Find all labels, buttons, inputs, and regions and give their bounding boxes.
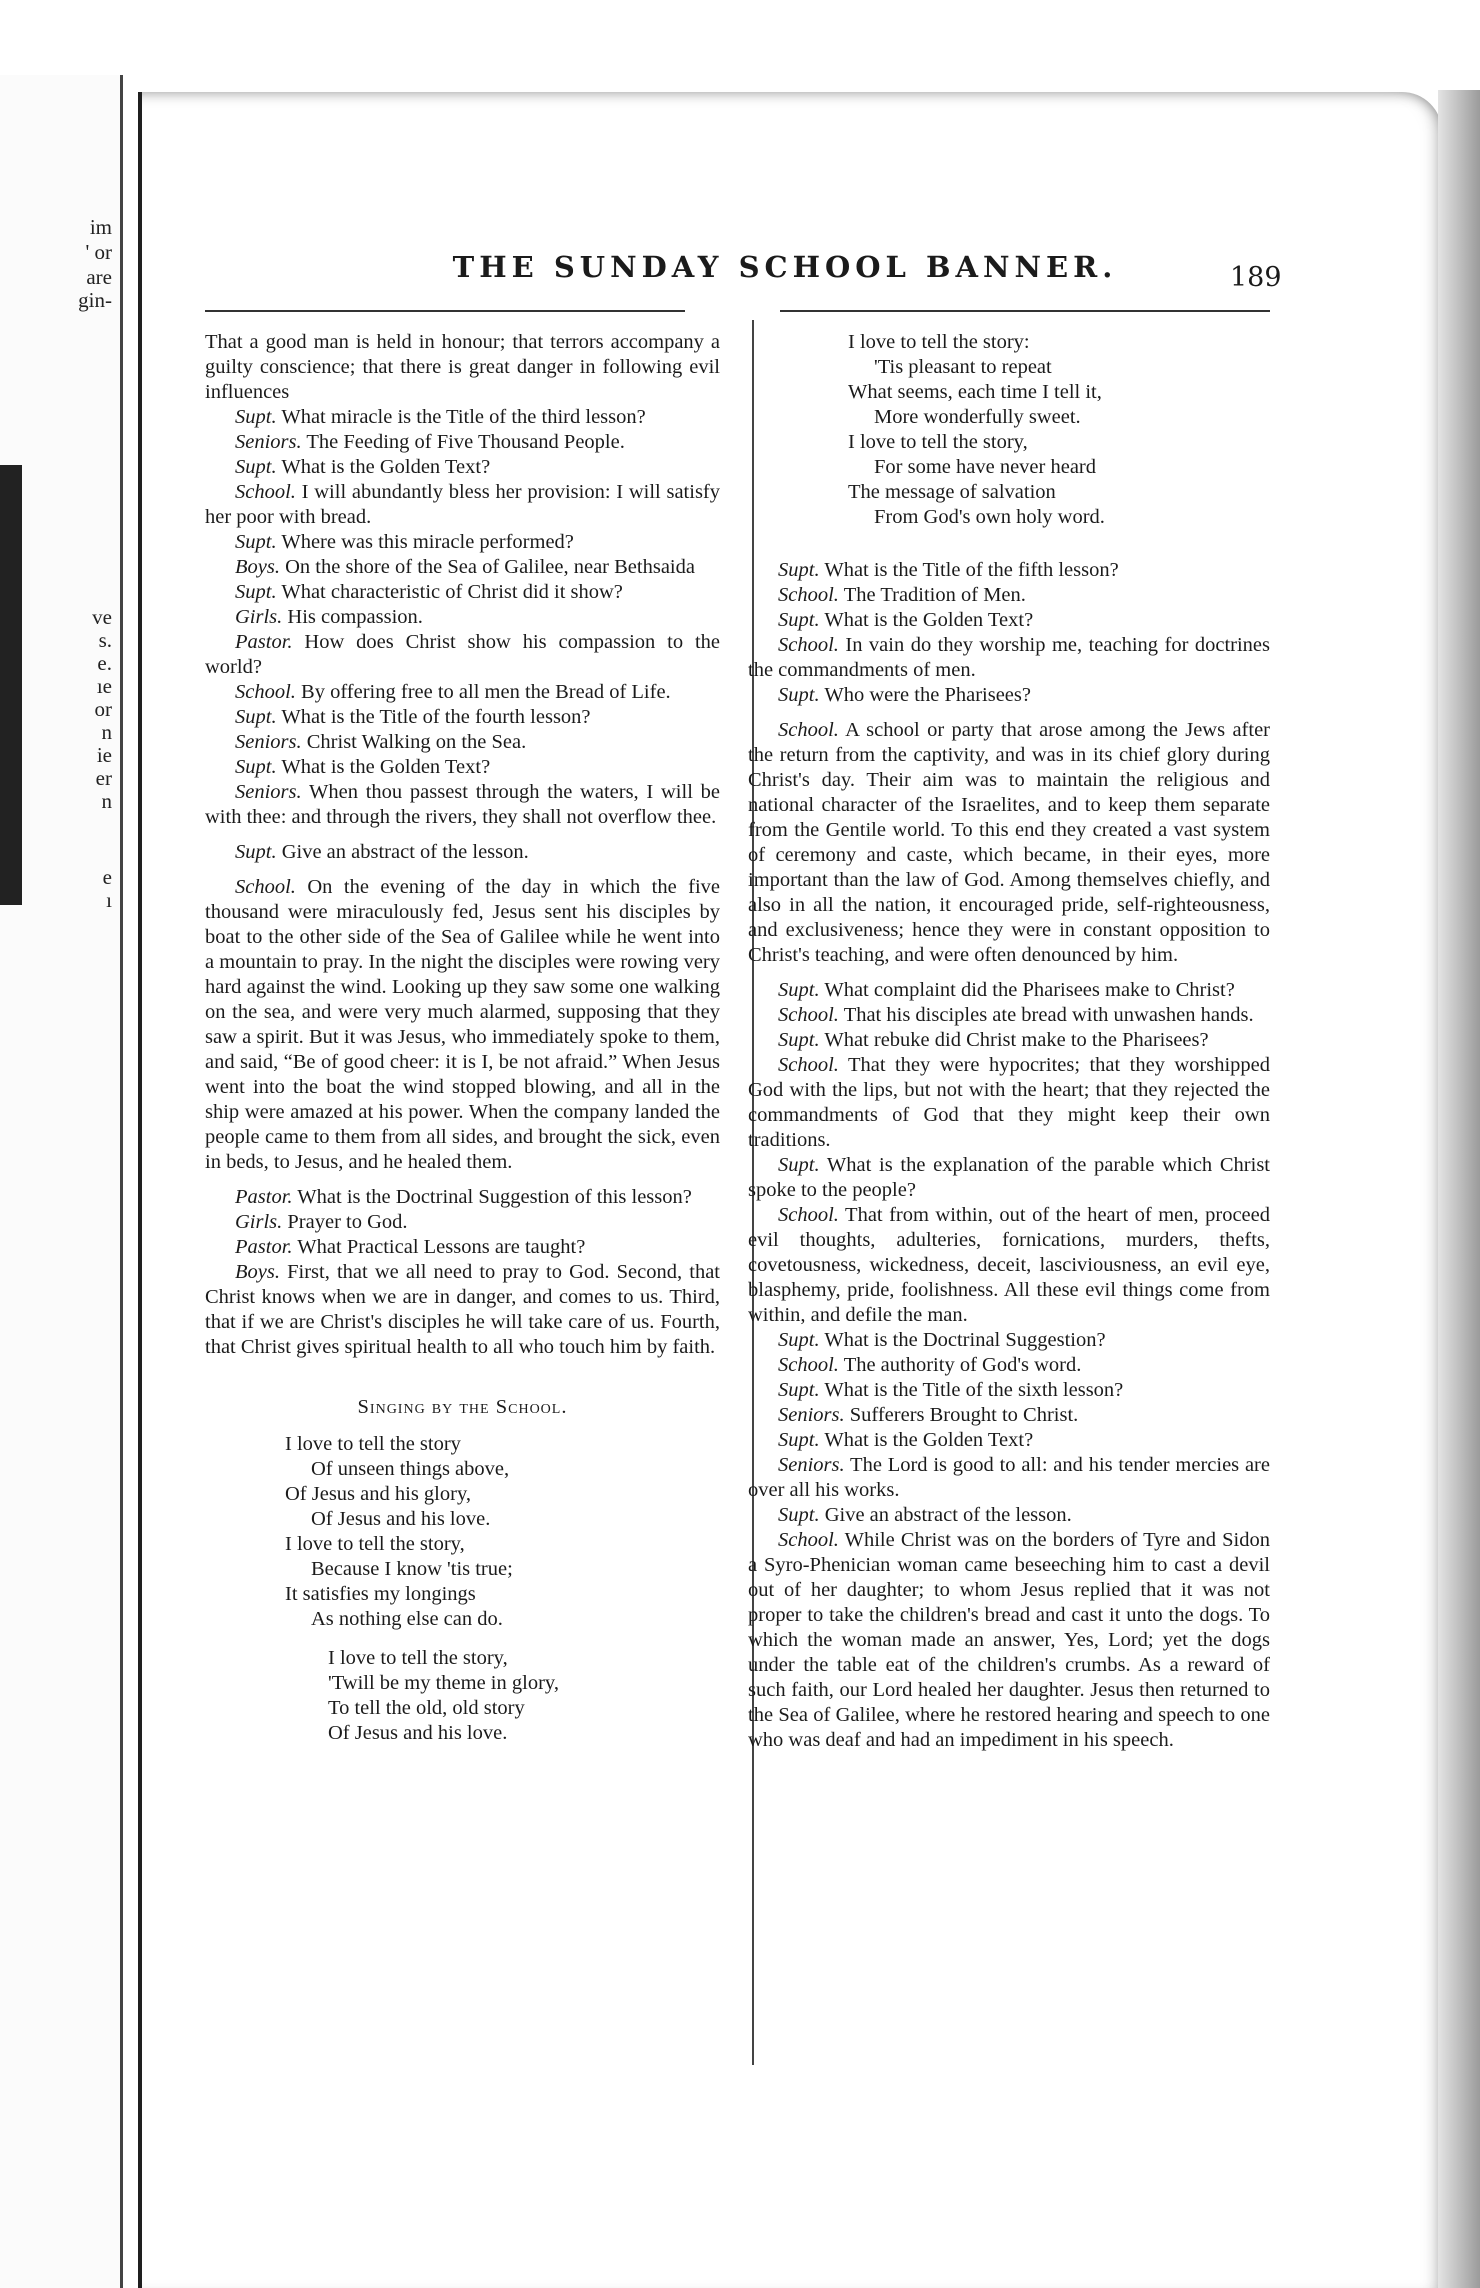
paragraph-text: What characteristic of Christ did it show? (281, 581, 623, 603)
speaker-label: Supt. (778, 684, 820, 706)
paragraph-text: What complaint did the Pharisees make to Christ? (824, 979, 1235, 1001)
right-paragraph (748, 583, 1270, 608)
paragraph-text: What is the Doctrinal Suggestion? (824, 1329, 1106, 1351)
left-paragraph (205, 840, 720, 865)
hymn-line: Of Jesus and his glory, (285, 1483, 472, 1505)
paragraph-text: The Lord is good to all: and his tender mercies are over all his works. (748, 1454, 1270, 1501)
speaker-label: School. (778, 1004, 839, 1026)
hymn-line: It satisfies my longings (285, 1583, 476, 1605)
facing-page-text-fragment: ie (96, 743, 112, 767)
hymn-line: Of Jesus and his love. (311, 1508, 491, 1530)
paragraph-text: Christ Walking on the Sea. (306, 731, 527, 753)
left-paragraph (205, 480, 720, 530)
right-paragraph (748, 1353, 1270, 1378)
hymn-line: As nothing else can do. (311, 1608, 503, 1630)
right-column (748, 330, 1270, 1753)
speaker-label: Girls. (235, 606, 283, 628)
paragraph-text: In vain do they worship me, teaching for doctrines the commandments of men. (748, 634, 1271, 681)
right-paragraph (748, 683, 1270, 708)
paragraph-text: Where was this miracle performed? (281, 531, 574, 553)
facing-page-text-fragment: ve (92, 605, 112, 629)
speaker-label: Seniors. (235, 431, 302, 453)
speaker-label: Supt. (778, 609, 820, 631)
speaker-label: Supt. (778, 1329, 820, 1351)
speaker-label: Supt. (235, 406, 277, 428)
facing-page-text-fragment: are (86, 265, 112, 289)
paragraph-text: What rebuke did Christ make to the Pharisees? (824, 1029, 1209, 1051)
right-paragraph (748, 633, 1270, 683)
paragraph-text: While Christ was on the borders of Tyre and Sidon a Syro-Phenician woman came beseeching him to cast a devil out of her daughter; to whom Jesus replied that it was not proper to take the children's bread and cast it unto the dogs. To which the woman made an answer, Yes, Lord; yet the dogs under the table eat of the children's crumbs. As a reward of such faith, our Lord healed her daughter. Jesus then returned to the Sea of Galilee, where he restored hearing and speech to one who was deaf and had an impediment in his speech. (748, 1529, 1270, 1751)
paragraph-text: Give an abstract of the lesson. (281, 841, 529, 863)
paragraph-text: What is the Golden Text? (824, 1429, 1034, 1451)
speaker-label: School. (235, 481, 296, 503)
speaker-label: Supt. (778, 1504, 820, 1526)
hymn-stanza-3 (848, 330, 1270, 530)
paragraph-text: That from within, out of the heart of men, proceed evil thoughts, adulteries, fornications, murders, thefts, covetousness, wickedness, deceit, lasciviousness, an evil eye, blasphemy, pride, foolishness. All these evil things come from within, and defile the man. (748, 1204, 1270, 1326)
right-paragraph (748, 1378, 1270, 1403)
paragraph-text: How does Christ show his compassion to the world? (205, 631, 721, 678)
facing-page-text-fragment: n (101, 720, 112, 744)
right-paragraph (748, 558, 1270, 583)
hymn-line: From God's own holy word. (874, 506, 1105, 528)
left-column (205, 330, 720, 1746)
paragraph-text: Sufferers Brought to Christ. (849, 1404, 1079, 1426)
facing-page-text-fragment: or (94, 697, 112, 721)
hymn-stanza-2 (328, 1646, 720, 1746)
speaker-label: Pastor. (235, 1236, 293, 1258)
paragraph-text: That a good man is held in honour; that terrors accompany a guilty conscience; that there is great danger in following evil influences (205, 331, 720, 403)
right-paragraph (748, 1453, 1270, 1503)
hymn-line: What seems, each time I tell it, (848, 381, 1102, 403)
left-paragraph (205, 1235, 720, 1260)
facing-page-text-fragment: er (95, 766, 112, 790)
right-paragraph (748, 1003, 1270, 1028)
speaker-label: School. (235, 681, 296, 703)
hymn-line: More wonderfully sweet. (874, 406, 1081, 428)
left-paragraph (205, 680, 720, 705)
hymn-line: I love to tell the story (285, 1433, 461, 1455)
left-paragraph (205, 730, 720, 755)
facing-page-text-fragment: ' or (85, 240, 112, 264)
speaker-label: School. (778, 1354, 839, 1376)
paragraph-text: The authority of God's word. (843, 1354, 1082, 1376)
right-paragraph (748, 608, 1270, 633)
hymn-line: Because I know 'tis true; (311, 1558, 513, 1580)
speaker-label: Supt. (778, 979, 820, 1001)
facing-page-edge (0, 75, 123, 2288)
left-paragraph (205, 630, 720, 680)
paragraph-text: The Feeding of Five Thousand People. (306, 431, 625, 453)
left-paragraph (205, 530, 720, 555)
speaker-label: Seniors. (235, 731, 302, 753)
left-paragraph (205, 1210, 720, 1235)
paragraph-text: What is the Golden Text? (824, 609, 1034, 631)
paragraph-text: What miracle is the Title of the third lesson? (281, 406, 646, 428)
left-paragraph (205, 555, 720, 580)
left-paragraph (205, 1185, 720, 1210)
speaker-label: Supt. (778, 1154, 820, 1176)
paragraph-text: What is the Title of the fifth lesson? (824, 559, 1119, 581)
left-paragraph (205, 405, 720, 430)
speaker-label: Supt. (778, 1029, 820, 1051)
speaker-label: Supt. (235, 841, 277, 863)
paragraph-text: What is the Doctrinal Suggestion of this lesson? (297, 1186, 692, 1208)
hymn-line: To tell the old, old story (328, 1697, 525, 1719)
speaker-label: Seniors. (235, 781, 302, 803)
speaker-label: Supt. (235, 756, 277, 778)
speaker-label: School. (778, 584, 839, 606)
right-paragraph (748, 1428, 1270, 1453)
page-number: 189 (1230, 262, 1282, 293)
speaker-label: School. (778, 1204, 839, 1226)
left-paragraph (205, 1260, 720, 1360)
header-rule-left (205, 310, 685, 312)
paragraph-text: What is the Title of the sixth lesson? (824, 1379, 1124, 1401)
right-paragraph (748, 718, 1270, 968)
left-paragraph (205, 605, 720, 630)
facing-page-text-fragment: e (102, 865, 112, 889)
paragraph-text: On the evening of the day in which the five thousand were miraculously fed, Jesus sent his disciples by boat to the other side of the Sea of Galilee while he went into a mountain to pray. In the night the disciples were rowing very hard against the wind. Looking up they saw some one walking on the sea, and were very much alarmed, supposing that they saw a spirit. But it was Jesus, who immediately spoke to them, and said, “Be of good cheer: it is I, be not afraid.” When Jesus went into the boat the wind stopped blowing, and all in the ship were amazed at his power. When the company landed the people came to them from all sides, and brought the sick, even in beds, to Jesus, and he healed them. (205, 876, 720, 1173)
right-paragraph (748, 1403, 1270, 1428)
right-paragraph (748, 1203, 1270, 1328)
paragraph-text: What is the Golden Text? (281, 756, 491, 778)
hymn-line: Of unseen things above, (311, 1458, 510, 1480)
speaker-label: Pastor. (235, 1186, 293, 1208)
hymn-line: I love to tell the story, (848, 431, 1028, 453)
speaker-label: Supt. (235, 581, 277, 603)
facing-page-text-fragment: e. (97, 651, 112, 675)
right-paragraph (748, 1528, 1270, 1753)
right-paragraph (748, 1328, 1270, 1353)
hymn-line: For some have never heard (874, 456, 1096, 478)
speaker-label: Supt. (235, 531, 277, 553)
left-paragraph (205, 705, 720, 730)
speaker-label: Supt. (778, 559, 820, 581)
facing-page-dark-block (0, 465, 22, 905)
paragraph-text: When thou passest through the waters, I will be with thee: and through the rivers, they shall not overflow thee. (205, 781, 720, 828)
hymn-line: 'Tis pleasant to repeat (874, 356, 1052, 378)
speaker-label: Supt. (235, 706, 277, 728)
speaker-label: Girls. (235, 1211, 283, 1233)
paragraph-text: Give an abstract of the lesson. (824, 1504, 1072, 1526)
paragraph-text: By offering free to all men the Bread of Life. (301, 681, 671, 703)
paragraph-text: The Tradition of Men. (843, 584, 1026, 606)
hymn-line: Of Jesus and his love. (328, 1722, 508, 1744)
paragraph-text: What is the Title of the fourth lesson? (281, 706, 591, 728)
paragraph-text: I will abundantly bless her provision: I will satisfy her poor with bread. (205, 481, 720, 528)
paragraph-text: Who were the Pharisees? (824, 684, 1031, 706)
paragraph-text: First, that we all need to pray to God. Second, that Christ knows when we are in danger, and comes to us. Third, that if we are Christ's disciples he will take care of us. Fourth, that Christ gives spiritual health to all who touch him by faith. (205, 1261, 721, 1358)
paragraph-text: Prayer to God. (287, 1211, 408, 1233)
hymn-stanza-1 (285, 1432, 720, 1632)
hymn-line: The message of salvation (848, 481, 1056, 503)
right-paragraph (748, 1153, 1270, 1203)
paragraph-text: What is the explanation of the parable which Christ spoke to the people? (748, 1154, 1270, 1201)
facing-page-text-fragment: gin- (78, 288, 112, 312)
left-paragraph (205, 330, 720, 405)
hymn-line: I love to tell the story: (848, 331, 1030, 353)
speaker-label: School. (235, 876, 296, 898)
left-paragraph (205, 455, 720, 480)
speaker-label: Seniors. (778, 1404, 845, 1426)
left-paragraph (205, 780, 720, 830)
facing-page-text-fragment: im (89, 215, 112, 239)
speaker-label: School. (778, 1054, 839, 1076)
singing-heading: Singing by the School. (357, 1396, 568, 1418)
hymn-line: I love to tell the story, (328, 1647, 508, 1669)
paragraph-text: That his disciples ate bread with unwashen hands. (843, 1004, 1254, 1026)
speaker-label: Boys. (235, 1261, 280, 1283)
left-paragraph (205, 430, 720, 455)
right-paragraph (748, 1503, 1270, 1528)
facing-page-text-fragment: ı (106, 888, 112, 912)
paragraph-text: That they were hypocrites; that they worshipped God with the lips, but not with the heart; that they rejected the commandments of God that they might keep their own traditions. (748, 1054, 1270, 1151)
right-paragraph (748, 1028, 1270, 1053)
speaker-label: Seniors. (778, 1454, 845, 1476)
paragraph-text: On the shore of the Sea of Galilee, near Bethsaida (285, 556, 695, 578)
facing-page-text-fragment: s. (98, 628, 112, 652)
page-edge-shadow (1438, 90, 1480, 2288)
left-paragraph (205, 875, 720, 1175)
left-paragraph (205, 580, 720, 605)
speaker-label: School. (778, 634, 839, 656)
speaker-label: School. (778, 719, 839, 741)
speaker-label: Pastor. (235, 631, 293, 653)
hymn-line: 'Twill be my theme in glory, (328, 1672, 559, 1694)
speaker-label: Supt. (778, 1429, 820, 1451)
right-paragraph (748, 1053, 1270, 1153)
paragraph-text: What is the Golden Text? (281, 456, 491, 478)
speaker-label: Supt. (235, 456, 277, 478)
speaker-label: Boys. (235, 556, 280, 578)
header-rule-right (780, 310, 1270, 312)
speaker-label: School. (778, 1529, 839, 1551)
paragraph-text: A school or party that arose among the Jews after the return from the captivity, and was in its chief glory during Christ's day. Their aim was to maintain the religious and national character of the Israelites, and to keep them separate from the Gentile world. To this end they created a vast system of ceremony and caste, which became, in their eyes, more important than the law of God. Among themselves chiefly, and also in all the nation, it encouraged pride, self-righteousness, and exclusiveness; hence they were in constant opposition to Christ's teaching, and were often denounced by him. (748, 719, 1270, 966)
running-header: THE SUNDAY SCHOOL BANNER. (452, 250, 1118, 284)
facing-page-text-fragment: ıe (96, 674, 112, 698)
left-paragraph (205, 755, 720, 780)
facing-page-text-fragment: n (101, 789, 112, 813)
paragraph-text: His compassion. (287, 606, 423, 628)
paragraph-text: What Practical Lessons are taught? (297, 1236, 586, 1258)
hymn-line: I love to tell the story, (285, 1533, 465, 1555)
speaker-label: Supt. (778, 1379, 820, 1401)
right-paragraph (748, 978, 1270, 1003)
